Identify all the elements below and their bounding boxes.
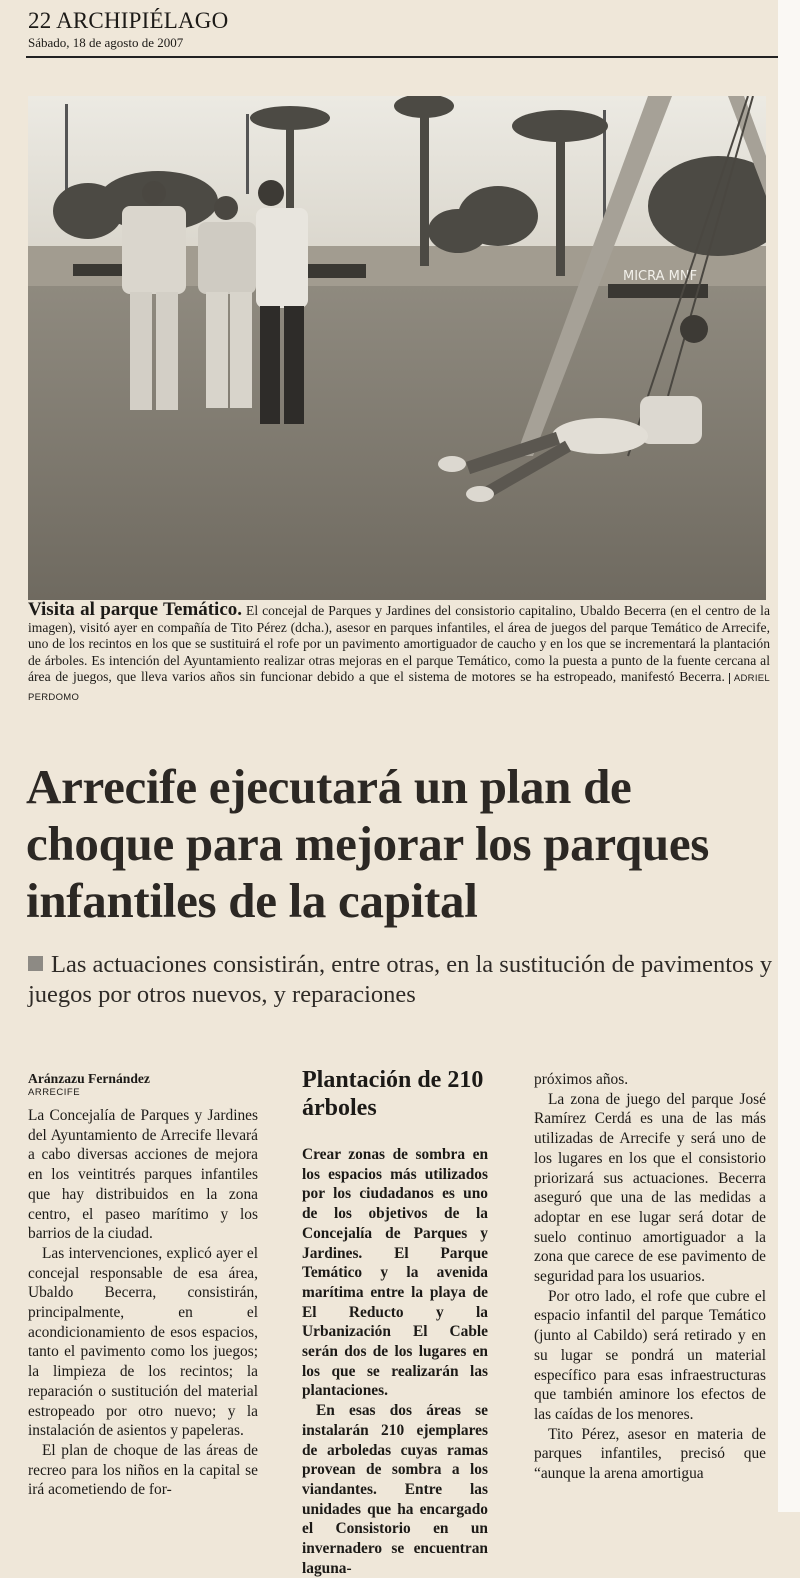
photo-credit: ADRIEL PERDOMO <box>28 673 770 703</box>
article-column-3 <box>534 1070 766 1484</box>
author-byline: Aránzazu Fernández <box>28 1071 150 1086</box>
publication-date: Sábado, 18 de agosto de 2007 <box>28 35 184 50</box>
deck-text: Las actuaciones consistirán, entre otras, en la sustitución de pavimentos y juegos por otros nuevos, y reparaciones <box>28 951 773 1008</box>
paragraph: Crear zonas de sombra en los espacios más utilizados por los ciudadanos es uno de los objetivos de la Concejalía de Parques y Jardines. El Parque Temático y la avenida marítima entre la playa de El Reducto y la Urbanización El Cable serán dos de los lugares en los que se realizarán las plantaciones. <box>302 1146 488 1400</box>
byline-place: ARRECIFE <box>28 1087 81 1098</box>
page-header <box>28 8 778 51</box>
caption-body: El concejal de Parques y Jardines del consistorio capitalino, Ubaldo Becerra (en el centro de la imagen), visitó ayer en compañía de Tito Pérez (dcha.), asesor en parques infantiles, el área de juegos del parque Temático de Arrecife, uno de los recintos en los que se sustituirá el rofe por un pavimento amortiguador de caucho y en los que se incrementará la plantación de árboles. Es intención del Ayuntamiento realizar otras mejoras en el parque Temático, como la puesta a punto de la fuente cercana al área de juegos, que lleva varios años sin funcionar debido a que el sistema de motores se ha estropeado, manifestó Becerra. <box>28 603 770 685</box>
graffiti-text: MICRA MNF <box>623 269 698 284</box>
photo-caption <box>28 599 770 707</box>
paragraph: En esas dos áreas se instalarán 210 ejemplares de arboledas cuyas ramas provean de sombra a los viandantes. Entre las unidades que ha encargado el Consistorio en un invernadero se encuentran laguna- <box>302 1402 488 1577</box>
article-column-1 <box>28 1106 258 1500</box>
paragraph: Las intervenciones, explicó ayer el concejal responsable de esa área, Ubaldo Becerra, consistirán, principalmente, en el acondicionamiento de esos espacios, tanto el pavimento como los juegos; la limpieza de los recintos; la reparación o sustitución del material estropeado por otro nuevo; y la instalación de asientos y papeleras. <box>28 1244 258 1440</box>
page-margin <box>778 0 800 1512</box>
caption-lead: Visita al parque Temático. <box>28 599 243 620</box>
paragraph: La Concejalía de Parques y Jardines del Ayuntamiento de Arrecife llevará a cabo diversas acciones de mejora en los veintitrés parques infantiles que hay distribuidos en la zona centro, el paseo marítimo y los barrios de la ciudad. <box>28 1107 258 1243</box>
paragraph: Tito Pérez, asesor en materia de parques infantiles, precisó que “aunque la arena amortigua <box>534 1425 766 1483</box>
deck-bullet <box>28 956 43 971</box>
paragraph: próximos años. <box>534 1071 629 1088</box>
header-rule <box>26 56 778 58</box>
headline: Arrecife ejecutará un plan de choque para mejorar los parques infantiles de la capital <box>26 759 710 928</box>
news-photo <box>28 96 766 600</box>
paragraph: Por otro lado, el rofe que cubre el espacio infantil del parque Temático (junto al Cabildo) será retirado y en su lugar se pondrá un material específico para esas infraestructuras que también aminore los efectos de las caídas de los menores. <box>534 1287 766 1423</box>
deck-subtitle <box>28 950 780 1010</box>
section-title: 22 ARCHIPIÉLAGO <box>28 8 229 33</box>
column-subhead: Plantación de 210 árboles <box>302 1067 484 1121</box>
paragraph: La zona de juego del parque José Ramírez Cerdá es una de las más utilizadas de Arrecife y será uno de los lugares en los que el consistorio priorizará sus actuaciones. Becerra aseguró que una de las medidas a adoptar en ese lugar será dotar de suelo continuo amortiguador a la zona que carece de ese pavimento de seguridad para los usuarios. <box>534 1090 766 1286</box>
paragraph: El plan de choque de las áreas de recreo para los niños en la capital se irá acometiendo de for- <box>28 1441 258 1499</box>
article-column-2 <box>302 1145 488 1578</box>
park-photo-illustration <box>28 96 766 600</box>
